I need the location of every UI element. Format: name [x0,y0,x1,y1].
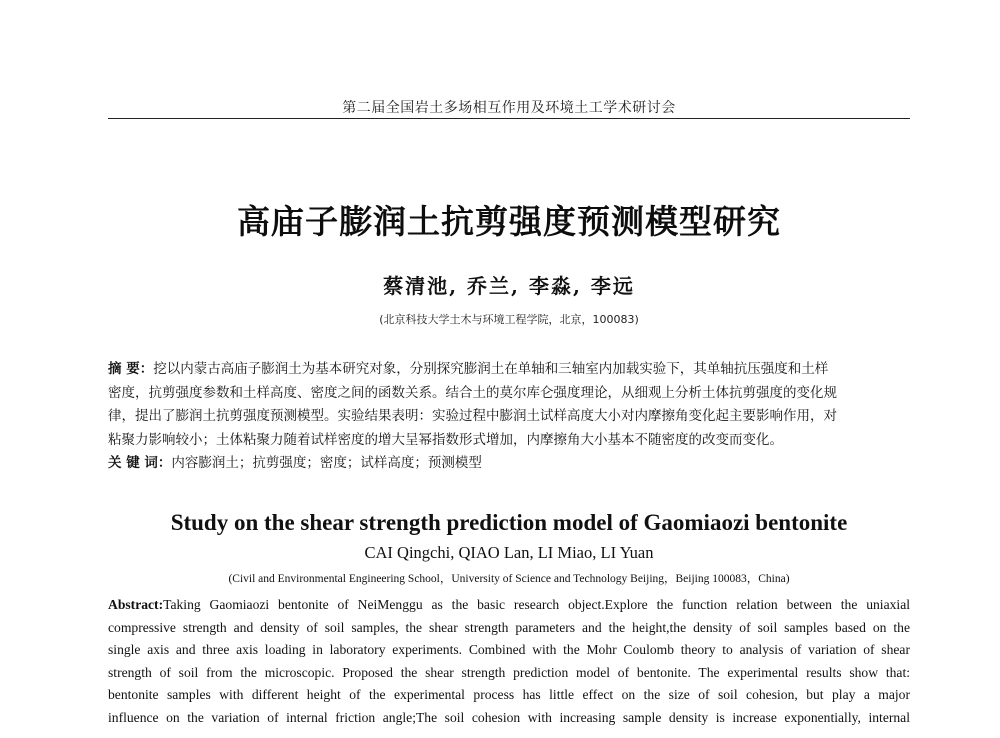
cn-abstract-line: 律，提出了膨润土抗剪强度预测模型。实验结果表明：实验过程中膨润土试样高度大小对内摩擦角变化起主要影响作用，对 [108,408,837,425]
cn-abstract-line [108,358,913,382]
cn-abstract-line: 粘聚力影响较小；土体粘聚力随着试样密度的增大呈幂指数形式增加，内摩擦角大小基本不随密度的改变而变化。 [108,431,783,448]
cn-title: 高庙子膨润土抗剪强度预测模型研究 [237,202,781,241]
en-abstract [108,594,910,730]
cn-abstract-text: 挖以内蒙古高庙子膨润土为基本研究对象，分别探究膨润土在单轴和三轴室内加载实验下，其单轴抗压强度和土样 [153,361,829,377]
header-rule [108,118,910,119]
cn-keywords-label: 关 键 词： [108,455,172,472]
en-title: Study on the shear strength prediction model of Gaomiaozi bentonite [170,510,848,535]
en-authors: CAI Qingchi, QIAO Lan, LI Miao, LI Yuan [364,543,654,562]
cn-abstract-line: 密度，抗剪强度参数和土样高度、密度之间的函数关系。结合土的莫尔库仑强度理论，从细观上分析土体抗剪强度的变化规 [108,384,837,401]
en-affiliation: (Civil and Environmental Engineering School，University of Science and Technology Beijing，Beijing 100083，China) [228,573,790,585]
cn-authors: 蔡清池, 乔兰, 李淼, 李远 [383,274,635,298]
cn-keywords-text: 内容膨润土；抗剪强度；密度；试样高度；预测模型 [171,455,482,472]
cn-affiliation: (北京科技大学土木与环境工程学院，北京，100083) [379,313,639,326]
cn-keywords [108,452,913,476]
cn-abstract [108,358,913,476]
en-abstract-text: Taking Gaomiaozi bentonite of NeiMenggu as the basic research object.Explore the function relation between the uniaxial [163,597,910,612]
running-header: 第二届全国岩土多场相互作用及环境土工学术研讨会 [342,100,676,116]
en-abstract-line: compressive strength and density of soil samples, the shear strength parameters and the height,the density of soil samples based on the [108,619,910,635]
en-abstract-line [108,594,910,617]
en-abstract-line: bentonite samples with different height of the experimental process has little effect on the size of soil cohesion, but play a major [108,687,910,703]
en-abstract-line: influence on the variation of internal friction angle;The soil cohesion with increasing sample density is increase exponentially, internal [108,709,910,725]
en-abstract-line: single axis and three axis loading in laboratory experiments. Combined with the Mohr Coulomb theory to analysis of variation of shear [108,642,910,658]
en-abstract-line: strength of soil from the microscopic. Proposed the shear strength prediction model of bentonite. The experimental results show that: [108,664,910,680]
cn-abstract-label: 摘 要： [108,361,154,377]
en-abstract-label: Abstract: [108,597,164,612]
